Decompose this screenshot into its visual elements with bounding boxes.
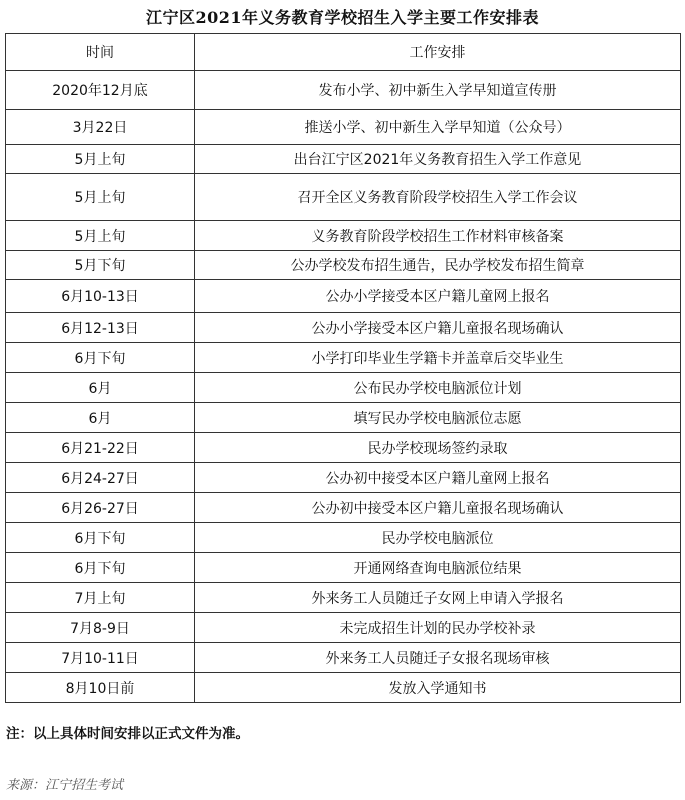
cell-time: 5月上旬 — [6, 174, 195, 221]
cell-work: 发布小学、初中新生入学早知道宣传册 — [195, 71, 681, 110]
source-credit: 来源：江宁招生考试 — [6, 778, 124, 793]
cell-time: 6月10-13日 — [6, 280, 195, 313]
table-row — [6, 643, 681, 673]
cell-time: 7月上旬 — [6, 583, 195, 613]
cell-time: 6月12-13日 — [6, 313, 195, 343]
cell-work: 公布民办学校电脑派位计划 — [195, 373, 681, 403]
cell-time: 6月26-27日 — [6, 493, 195, 523]
table-row — [6, 553, 681, 583]
table-row — [6, 583, 681, 613]
cell-time: 7月8-9日 — [6, 613, 195, 643]
cell-work: 义务教育阶段学校招生工作材料审核备案 — [195, 221, 681, 251]
cell-time: 6月21-22日 — [6, 433, 195, 463]
table-row — [6, 523, 681, 553]
table-row — [6, 313, 681, 343]
cell-work: 出台江宁区2021年义务教育招生入学工作意见 — [195, 145, 681, 174]
table-row — [6, 613, 681, 643]
cell-time: 6月下旬 — [6, 553, 195, 583]
cell-time: 6月24-27日 — [6, 463, 195, 493]
column-header-time: 时间 — [6, 34, 195, 71]
cell-work: 召开全区义务教育阶段学校招生入学工作会议 — [195, 174, 681, 221]
cell-work: 填写民办学校电脑派位志愿 — [195, 403, 681, 433]
cell-work: 公办小学接受本区户籍儿童报名现场确认 — [195, 313, 681, 343]
cell-time: 6月 — [6, 373, 195, 403]
cell-work: 发放入学通知书 — [195, 673, 681, 703]
table-row — [6, 433, 681, 463]
table-row — [6, 174, 681, 221]
table-row — [6, 403, 681, 433]
cell-work: 外来务工人员随迁子女网上申请入学报名 — [195, 583, 681, 613]
cell-work: 小学打印毕业生学籍卡并盖章后交毕业生 — [195, 343, 681, 373]
table-row — [6, 110, 681, 145]
page-title: 江宁区2021年义务教育学校招生入学主要工作安排表 — [145, 8, 540, 27]
table-row — [6, 71, 681, 110]
cell-work: 民办学校电脑派位 — [195, 523, 681, 553]
cell-time: 6月下旬 — [6, 523, 195, 553]
table-row — [6, 493, 681, 523]
table-row — [6, 221, 681, 251]
table-row — [6, 280, 681, 313]
cell-time: 3月22日 — [6, 110, 195, 145]
cell-time: 5月上旬 — [6, 145, 195, 174]
cell-work: 公办小学接受本区户籍儿童网上报名 — [195, 280, 681, 313]
cell-work: 民办学校现场签约录取 — [195, 433, 681, 463]
table-row — [6, 145, 681, 174]
cell-work: 公办初中接受本区户籍儿童网上报名 — [195, 463, 681, 493]
footnote: 注：以上具体时间安排以正式文件为准。 — [6, 726, 249, 742]
cell-time: 2020年12月底 — [6, 71, 195, 110]
table-row — [6, 251, 681, 280]
cell-time: 7月10-11日 — [6, 643, 195, 673]
table-row — [6, 463, 681, 493]
cell-time: 5月上旬 — [6, 221, 195, 251]
table-header-row — [6, 34, 681, 71]
cell-time: 5月下旬 — [6, 251, 195, 280]
cell-time: 6月 — [6, 403, 195, 433]
cell-work: 外来务工人员随迁子女报名现场审核 — [195, 643, 681, 673]
table-row — [6, 373, 681, 403]
cell-work: 推送小学、初中新生入学早知道（公众号） — [195, 110, 681, 145]
table-row — [6, 673, 681, 703]
cell-time: 8月10日前 — [6, 673, 195, 703]
cell-time: 6月下旬 — [6, 343, 195, 373]
table-row — [6, 343, 681, 373]
cell-work: 公办初中接受本区户籍儿童报名现场确认 — [195, 493, 681, 523]
cell-work: 开通网络查询电脑派位结果 — [195, 553, 681, 583]
column-header-work: 工作安排 — [195, 34, 681, 71]
cell-work: 未完成招生计划的民办学校补录 — [195, 613, 681, 643]
schedule-table — [5, 33, 681, 703]
cell-work: 公办学校发布招生通告，民办学校发布招生简章 — [195, 251, 681, 280]
